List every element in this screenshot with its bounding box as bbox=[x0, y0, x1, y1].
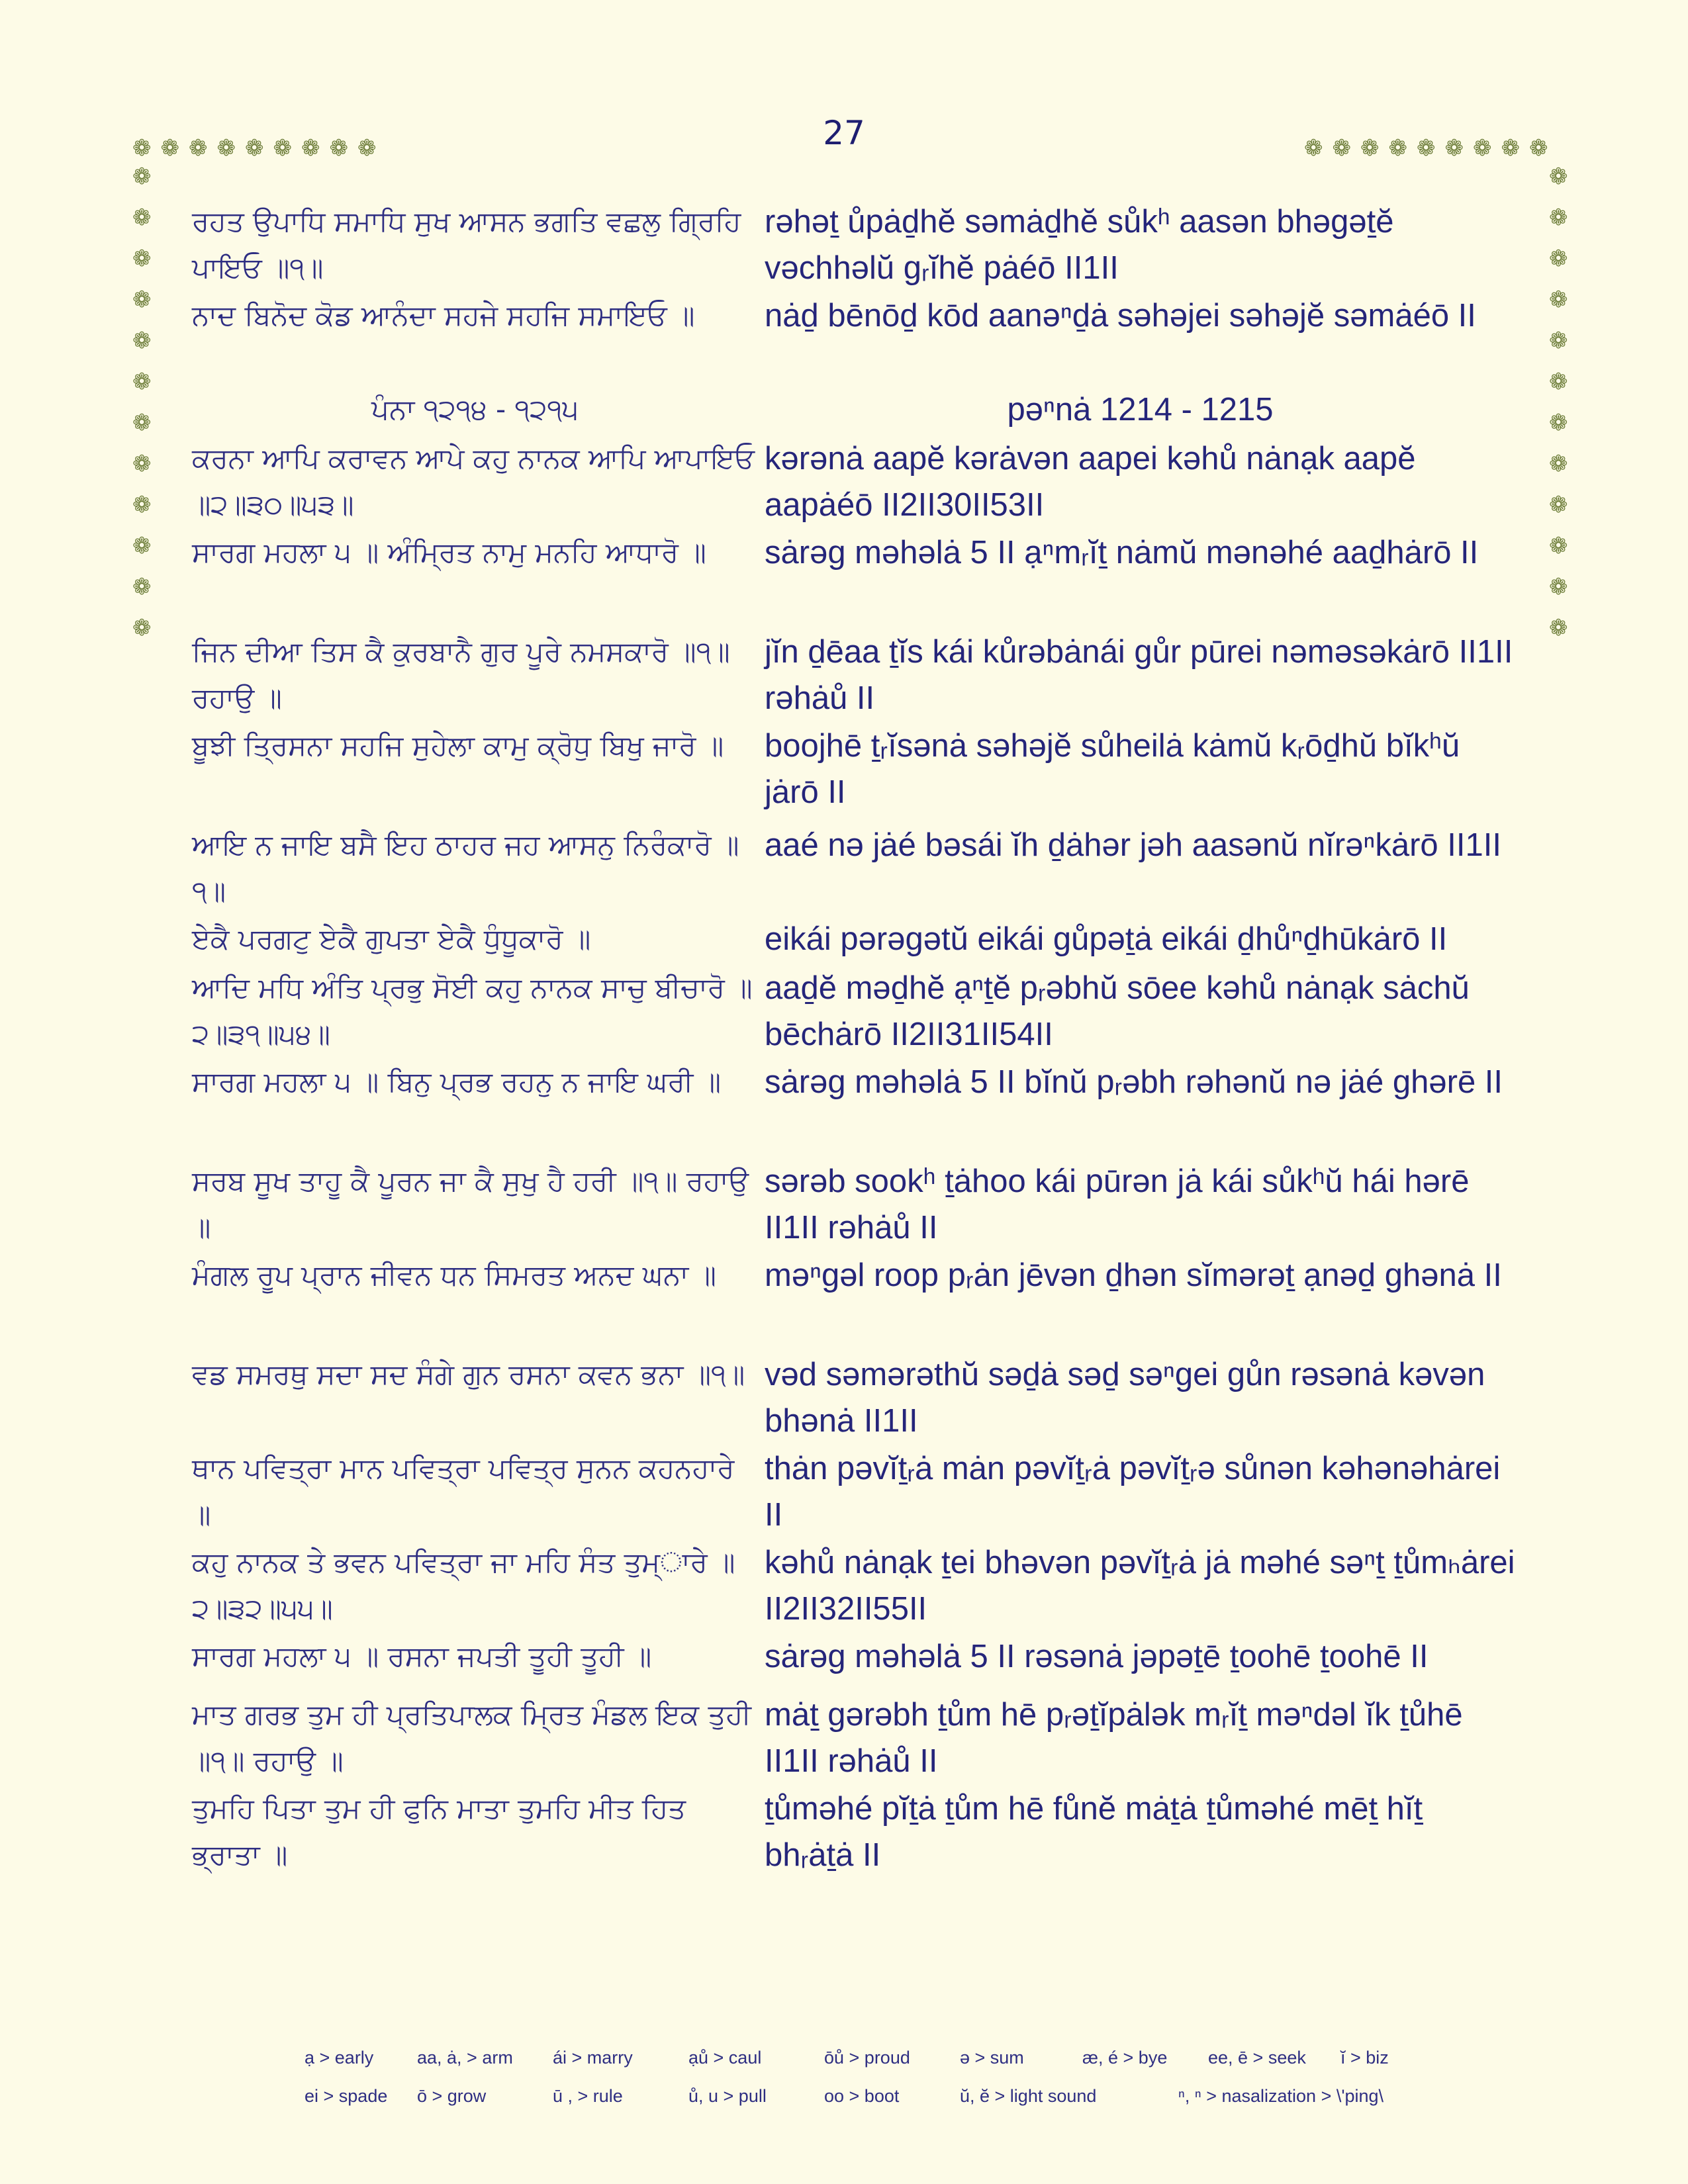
verse-row bbox=[192, 629, 1516, 723]
legend-item: ĭ > biz bbox=[1340, 2047, 1389, 2068]
flower-icon: ❁ bbox=[1549, 574, 1568, 600]
flower-icon: ❁ bbox=[1473, 135, 1501, 161]
verse-row bbox=[192, 1539, 1516, 1633]
gurmukhi-text: ਪੰਨਾ ੧੨੧੪ - ੧੨੧੫ bbox=[371, 393, 579, 426]
gurmukhi-text: ਸਾਰਗ ਮਹਲਾ ੫ ॥ ਅੰਮ੍ਰਿਤ ਨਾਮੁ ਮਨਹਿ ਆਧਾਰੋ ॥ bbox=[192, 536, 706, 569]
legend-item: ə > sum bbox=[960, 2047, 1024, 2068]
flower-icon: ❁ bbox=[132, 410, 152, 436]
transliteration-text: aaḏĕ məḏhĕ ạⁿṯĕ pᵣəbhŭ sōee kəhů nȧnạk sȧchŭ bēchȧrō II2II31II54II bbox=[765, 970, 1470, 1052]
verse-row bbox=[192, 1252, 1516, 1351]
flower-icon: ❁ bbox=[132, 135, 161, 161]
flower-icon: ❁ bbox=[132, 451, 152, 477]
legend-row bbox=[305, 2077, 1562, 2115]
flower-icon: ❁ bbox=[1549, 410, 1568, 436]
transliteration-text: sȧrəg məhəlȧ 5 II rəsənȧ jəpəṯē ṯoohē ṯoohē II bbox=[765, 1639, 1429, 1674]
flower-icon: ❁ bbox=[132, 574, 152, 600]
flower-icon: ❁ bbox=[1549, 287, 1568, 313]
transliteration-text: kəhů nȧnạk ṯei bhəvən pəvĭṯᵣȧ jȧ məhé səⁿṯ ṯůmₕȧrei II2II32II55II bbox=[765, 1545, 1515, 1627]
gurmukhi-text: ਕਹੁ ਨਾਨਕ ਤੇ ਭਵਨ ਪਵਿਤ੍ਰਾ ਜਾ ਮਹਿ ਸੰਤ ਤੁਮ੍ਾਰੇ ॥੨॥੩੨॥੫੫॥ bbox=[192, 1546, 735, 1625]
flower-icon: ❁ bbox=[132, 163, 152, 190]
flower-icon: ❁ bbox=[1332, 135, 1360, 161]
gurmukhi-text: ਤੁਮਹਿ ਪਿਤਾ ਤੁਮ ਹੀ ਫੁਨਿ ਮਾਤਾ ਤੁਮਹਿ ਮੀਤ ਹਿਤ ਭ੍ਰਾਤਾ ॥ bbox=[192, 1792, 686, 1871]
flower-icon: ❁ bbox=[216, 135, 245, 161]
flower-icon: ❁ bbox=[1360, 135, 1389, 161]
flower-icon: ❁ bbox=[1549, 533, 1568, 559]
legend-item: ō > grow bbox=[417, 2085, 487, 2106]
ornament-border-left bbox=[132, 165, 152, 658]
transliteration-text: pəⁿnȧ 1214 - 1215 bbox=[1007, 392, 1274, 428]
transliteration-text: boojhē ṯᵣĭsənȧ səhəjĕ sůheilȧ kȧmŭ kᵣōḏhŭ bĭkʰŭ jȧrō II bbox=[765, 728, 1460, 810]
flower-icon: ❁ bbox=[160, 135, 189, 161]
legend-item: ōů > proud bbox=[824, 2047, 910, 2068]
transliteration-text: sȧrəg məhəlȧ 5 II ạⁿmᵣĭṯ nȧmŭ mənəhé aaḏhȧrō II bbox=[765, 535, 1479, 570]
legend-item: ạů > caul bbox=[688, 2047, 762, 2068]
legend-item: ee, ē > seek bbox=[1208, 2047, 1306, 2068]
legend-item: æ, é > bye bbox=[1082, 2047, 1168, 2068]
flower-icon: ❁ bbox=[132, 287, 152, 313]
legend-item: ái > marry bbox=[553, 2047, 633, 2068]
transliteration-text: mȧṯ gərəbh ṯům hē pᵣəṯĭpȧlək mᵣĭṯ məⁿdəl ĭk ṯůhē II1II rəhȧů II bbox=[765, 1697, 1463, 1779]
flower-icon: ❁ bbox=[1549, 615, 1568, 641]
verse-row bbox=[192, 199, 1516, 293]
page-number: 27 bbox=[823, 114, 865, 152]
verse-row bbox=[192, 529, 1516, 629]
flower-icon: ❁ bbox=[132, 492, 152, 518]
transliteration-text: məⁿgəl roop pᵣȧn jēvən ḏhən sĭmərəṯ ạnəḏ ghənȧ II bbox=[765, 1257, 1502, 1293]
transliteration-text: nȧḏ bēnōḏ kōd aanəⁿḏȧ səhəjei səhəjĕ səmȧéō II bbox=[765, 298, 1476, 334]
flower-icon: ❁ bbox=[1501, 135, 1529, 161]
gurmukhi-text: ਰਹਤ ਉਪਾਧਿ ਸਮਾਧਿ ਸੁਖ ਆਸਨ ਭਗਤਿ ਵਛਲੁ ਗ੍ਰਿਹਿ ਪਾਇਓ ॥੧॥ bbox=[192, 205, 741, 284]
flower-icon: ❁ bbox=[245, 135, 273, 161]
verse-row bbox=[192, 1158, 1516, 1252]
legend-item: oo > boot bbox=[824, 2085, 900, 2106]
gurmukhi-text: ਮੰਗਲ ਰੂਪ ਪ੍ਰਾਨ ਜੀਵਨ ਧਨ ਸਿਮਰਤ ਅਨਦ ਘਨਾ ॥ bbox=[192, 1259, 716, 1291]
verse-table bbox=[192, 199, 1516, 1880]
gurmukhi-text: ਨਾਦ ਬਿਨੋਦ ਕੋਡ ਆਨੰਦਾ ਸਹਜੇ ਸਹਜਿ ਸਮਾਇਓ ॥ bbox=[192, 299, 695, 332]
ornament-border-top-right bbox=[1304, 137, 1558, 159]
flower-icon: ❁ bbox=[1444, 135, 1473, 161]
flower-icon: ❁ bbox=[132, 533, 152, 559]
flower-icon: ❁ bbox=[357, 135, 386, 161]
verse-row bbox=[192, 1059, 1516, 1158]
gurmukhi-text: ਏਕੈ ਪਰਗਟੁ ਏਕੈ ਗੁਪਤਾ ਏਕੈ ਧੁੰਧੂਕਾਰੋ ॥ bbox=[192, 923, 591, 955]
transliteration-text: vəd səmərəthŭ səḏȧ səḏ səⁿgei gůn rəsənȧ kəvən bhənȧ II1II bbox=[765, 1357, 1485, 1439]
pronunciation-legend bbox=[305, 2038, 1562, 2115]
transliteration-text: aaé nə jȧé bəsái ĭh ḏȧhər jəh aasənŭ nĭrəⁿkȧrō II1II bbox=[765, 827, 1501, 863]
verse-row bbox=[192, 1786, 1516, 1880]
legend-item: ạ > early bbox=[305, 2047, 374, 2068]
gurmukhi-text: ਕਰਨਾ ਆਪਿ ਕਰਾਵਨ ਆਪੇ ਕਹੁ ਨਾਨਕ ਆਪਿ ਆਪਾਇਓ ॥੨॥੩੦॥੫੩॥ bbox=[192, 442, 755, 521]
flower-icon: ❁ bbox=[1304, 135, 1333, 161]
flower-icon: ❁ bbox=[329, 135, 357, 161]
verse-row bbox=[192, 822, 1516, 916]
legend-item: ŭ, ĕ > light sound bbox=[960, 2085, 1097, 2106]
legend-item: ů, u > pull bbox=[688, 2085, 767, 2106]
verse-row bbox=[192, 1351, 1516, 1445]
gurmukhi-text: ਬੂਝੀ ਤ੍ਰਿਸਨਾ ਸਹਜਿ ਸੁਹੇਲਾ ਕਾਮੁ ਕ੍ਰੋਧੁ ਬਿਖੁ ਜਾਰੋ ॥ bbox=[192, 729, 724, 762]
transliteration-text: thȧn pəvĭṯᵣȧ mȧn pəvĭṯᵣȧ pəvĭṯᵣə sůnən kəhənəhȧrei II bbox=[765, 1451, 1501, 1533]
gurmukhi-text: ਸਾਰਗ ਮਹਲਾ ੫ ॥ ਬਿਨੁ ਪ੍ਰਭ ਰਹਨੁ ਨ ਜਾਇ ਘਰੀ ॥ bbox=[192, 1066, 721, 1098]
verse-row bbox=[192, 435, 1516, 529]
ornament-border-top-left bbox=[132, 137, 386, 159]
flower-icon: ❁ bbox=[1549, 246, 1568, 272]
legend-item: ū , > rule bbox=[553, 2085, 623, 2106]
verse-row bbox=[192, 916, 1516, 965]
ornament-border-right bbox=[1549, 165, 1568, 658]
legend-item: ⁿ, ⁿ > nasalization > \'ping\ bbox=[1178, 2085, 1384, 2106]
verse-row bbox=[192, 723, 1516, 822]
flower-icon: ❁ bbox=[1549, 328, 1568, 354]
flower-icon: ❁ bbox=[132, 615, 152, 641]
flower-icon: ❁ bbox=[189, 135, 217, 161]
flower-icon: ❁ bbox=[1549, 205, 1568, 231]
flower-icon: ❁ bbox=[1549, 369, 1568, 395]
transliteration-text: rəhəṯ ůpȧḏhĕ səmȧḏhĕ sůkʰ aasən bhəgəṯĕ vəchhəlŭ gᵣĭhĕ pȧéō II1II bbox=[765, 204, 1394, 286]
flower-icon: ❁ bbox=[132, 328, 152, 354]
flower-icon: ❁ bbox=[1529, 135, 1558, 161]
verse-row bbox=[192, 965, 1516, 1059]
transliteration-text: ṯůməhé pĭṯȧ ṯům hē fůnĕ mȧṯȧ ṯůməhé mēṯ hĭṯ bhᵣȧṯȧ II bbox=[765, 1791, 1423, 1873]
gurmukhi-text: ਸਰਬ ਸੂਖ ਤਾਹੂ ਕੈ ਪੂਰਨ ਜਾ ਕੈ ਸੁਖੁ ਹੈ ਹਰੀ ॥੧॥ ਰਹਾਉ ॥ bbox=[192, 1165, 749, 1244]
page-range-header bbox=[192, 387, 1516, 435]
gurmukhi-text: ਥਾਨ ਪਵਿਤ੍ਰਾ ਮਾਨ ਪਵਿਤ੍ਰਾ ਪਵਿਤ੍ਰ ਸੁਨਨ ਕਹਨਹਾਰੇ ॥ bbox=[192, 1452, 735, 1531]
flower-icon: ❁ bbox=[132, 369, 152, 395]
flower-icon: ❁ bbox=[273, 135, 301, 161]
flower-icon: ❁ bbox=[301, 135, 330, 161]
legend-item: aa, ȧ, > arm bbox=[417, 2047, 513, 2068]
flower-icon: ❁ bbox=[1417, 135, 1445, 161]
transliteration-text: jĭn ḏēaa ṯĭs kái kůrəbȧnái gůr pūrei nəməsəkȧrō II1II rəhȧů II bbox=[765, 634, 1513, 716]
flower-icon: ❁ bbox=[1388, 135, 1417, 161]
verse-row bbox=[192, 1445, 1516, 1539]
verse-row bbox=[192, 1633, 1516, 1692]
transliteration-text: eikái pərəgətŭ eikái gůpəṯȧ eikái ḏhůⁿḏhūkȧrō II bbox=[765, 921, 1448, 957]
flower-icon: ❁ bbox=[1549, 163, 1568, 190]
gurmukhi-text: ਜਿਨ ਦੀਆ ਤਿਸ ਕੈ ਕੁਰਬਾਨੈ ਗੁਰ ਪੂਰੇ ਨਮਸਕਾਰੋ ॥੧॥ ਰਹਾਉ ॥ bbox=[192, 635, 730, 714]
flower-icon: ❁ bbox=[1549, 451, 1568, 477]
gurmukhi-text: ਸਾਰਗ ਮਹਲਾ ੫ ॥ ਰਸਨਾ ਜਪਤੀ ਤੂਹੀ ਤੂਹੀ ॥ bbox=[192, 1640, 652, 1672]
transliteration-text: kərənȧ aapĕ kərȧvən aapei kəhů nȧnạk aapĕ aapȧéō II2II30II53II bbox=[765, 441, 1416, 523]
flower-icon: ❁ bbox=[132, 205, 152, 231]
gurmukhi-text: ਆਦਿ ਮਧਿ ਅੰਤਿ ਪ੍ਰਭੁ ਸੋਈ ਕਹੁ ਨਾਨਕ ਸਾਚੁ ਬੀਚਾਰੋ ॥੨॥੩੧॥੫੪॥ bbox=[192, 972, 753, 1050]
gurmukhi-text: ਮਾਤ ਗਰਭ ਤੁਮ ਹੀ ਪ੍ਰਤਿਪਾਲਕ ਮ੍ਰਿਤ ਮੰਡਲ ਇਕ ਤੁਹੀ ॥੧॥ ਰਹਾਉ ॥ bbox=[192, 1698, 751, 1777]
legend-row bbox=[305, 2038, 1562, 2077]
verse-row bbox=[192, 293, 1516, 387]
gurmukhi-text: ਵਡ ਸਮਰਥੁ ਸਦਾ ਸਦ ਸੰਗੇ ਗੁਨ ਰਸਨਾ ਕਵਨ ਭਨਾ ॥੧॥ bbox=[192, 1358, 745, 1390]
flower-icon: ❁ bbox=[1549, 492, 1568, 518]
transliteration-text: sȧrəg məhəlȧ 5 II bĭnŭ pᵣəbh rəhənŭ nə jȧé ghərē II bbox=[765, 1064, 1503, 1100]
flower-icon: ❁ bbox=[132, 246, 152, 272]
gurmukhi-text: ਆਇ ਨ ਜਾਇ ਬਸੈ ਇਹ ਠਾਹਰ ਜਹ ਆਸਨੁ ਨਿਰੰਕਾਰੋ ॥੧॥ bbox=[192, 829, 739, 907]
verse-row bbox=[192, 1692, 1516, 1786]
legend-item: ei > spade bbox=[305, 2085, 388, 2106]
transliteration-text: sərəb sookʰ ṯȧhoo kái pūrən jȧ kái sůkʰŭ hái hərē II1II rəhȧů II bbox=[765, 1163, 1470, 1246]
